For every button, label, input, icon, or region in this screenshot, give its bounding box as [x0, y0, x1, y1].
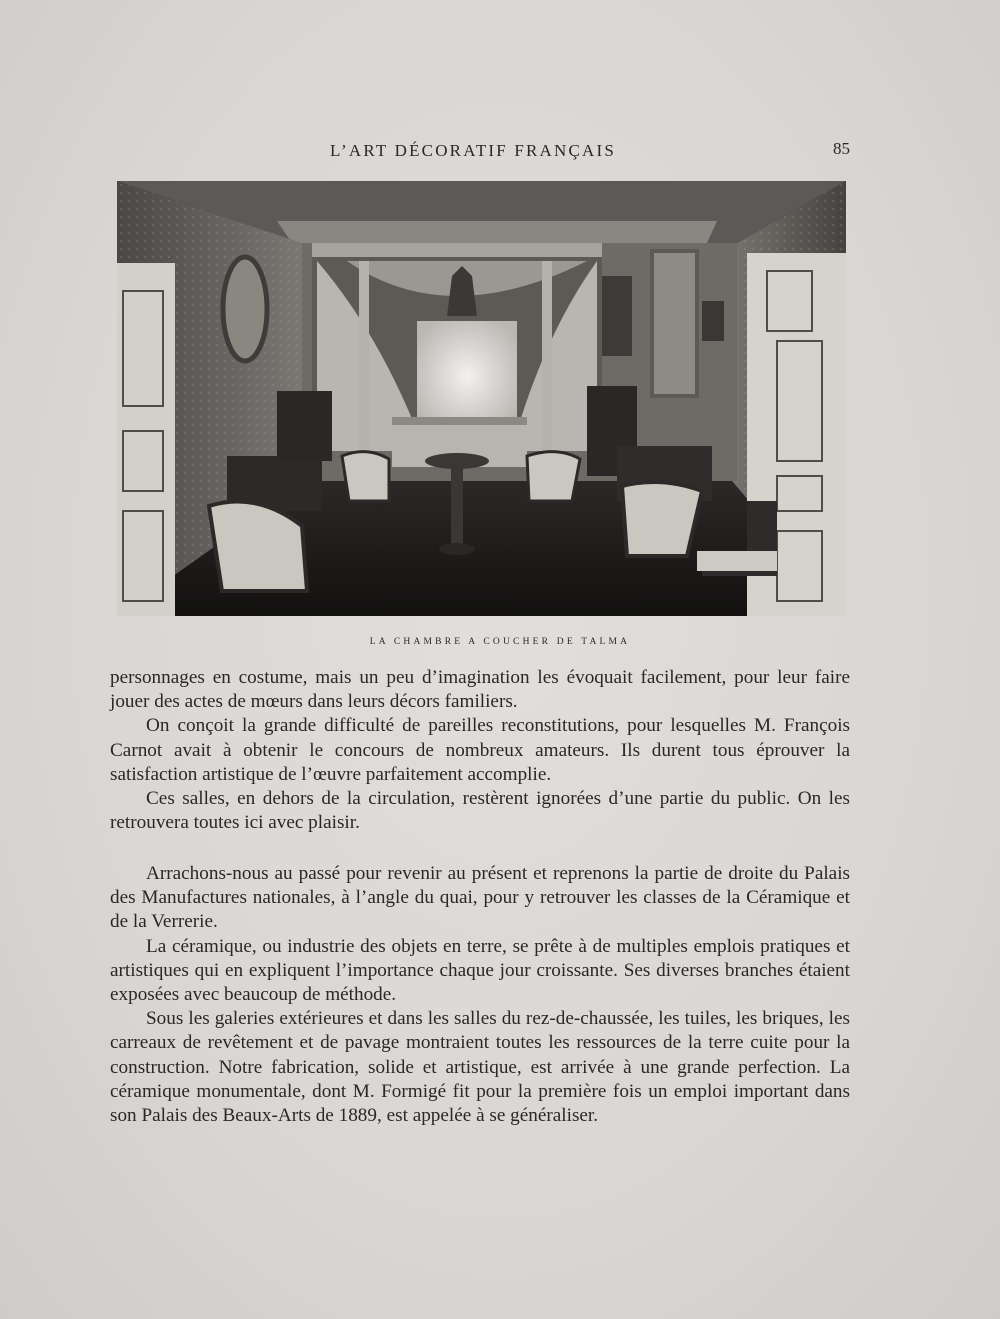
paragraph: personnages en costume, mais un peu d’imagination les évoquait facilement, pour leur faire jouer des actes de mœurs dans leurs décors familiers. — [110, 667, 850, 713]
page-number: 85 — [833, 139, 850, 158]
paragraph: Ces salles, en dehors de la circulation, restèrent ignorées d’une partie du public. On les retrouvera toutes ici avec plaisir. — [110, 788, 850, 834]
photograph-plate — [117, 181, 846, 616]
text-block-2 — [110, 862, 850, 1128]
text-block-1 — [110, 666, 850, 835]
paragraph: On conçoit la grande difficulté de pareilles reconstitutions, pour lesquelles M. François Carnot avait à obtenir le concours de nombreux amateurs. Ils durent tous éprouver la satisfaction artistique de l’œuvre parfaitement accomplie. — [110, 715, 850, 785]
paragraph: La céramique, ou industrie des objets en terre, se prête à de multiples emplois pratiques et artistiques qui en expliquent l’importance chaque jour croissante. Ses diverses branches étaient exposées avec beaucoup de méthode. — [110, 935, 850, 1006]
paragraph: Sous les galeries extérieures et dans les salles du rez-de-chaussée, les tuiles, les briques, les carreaux de revêtement et de pavage montraient toutes les ressources de la terre cuite pour la construction. Notre fabrication, solide et artistique, est arrivée à une grande perfection. La céramique monumentale, dont M. Formigé fit pour la première fois un emploi important dans son Palais des Beaux-Arts de 1889, est appelée à se généraliser. — [110, 1008, 850, 1127]
paragraph: Arrachons-nous au passé pour revenir au présent et reprenons la partie de droite du Palais des Manufactures nationales, à l’angle du quai, pour y retrouver les classes de la Céramique et de la Verrerie. — [110, 863, 850, 933]
bedroom-photograph — [117, 181, 846, 616]
running-title: L’ART DÉCORATIF FRANÇAIS — [330, 141, 617, 160]
figure-caption: LA CHAMBRE A COUCHER DE TALMA — [369, 637, 631, 647]
